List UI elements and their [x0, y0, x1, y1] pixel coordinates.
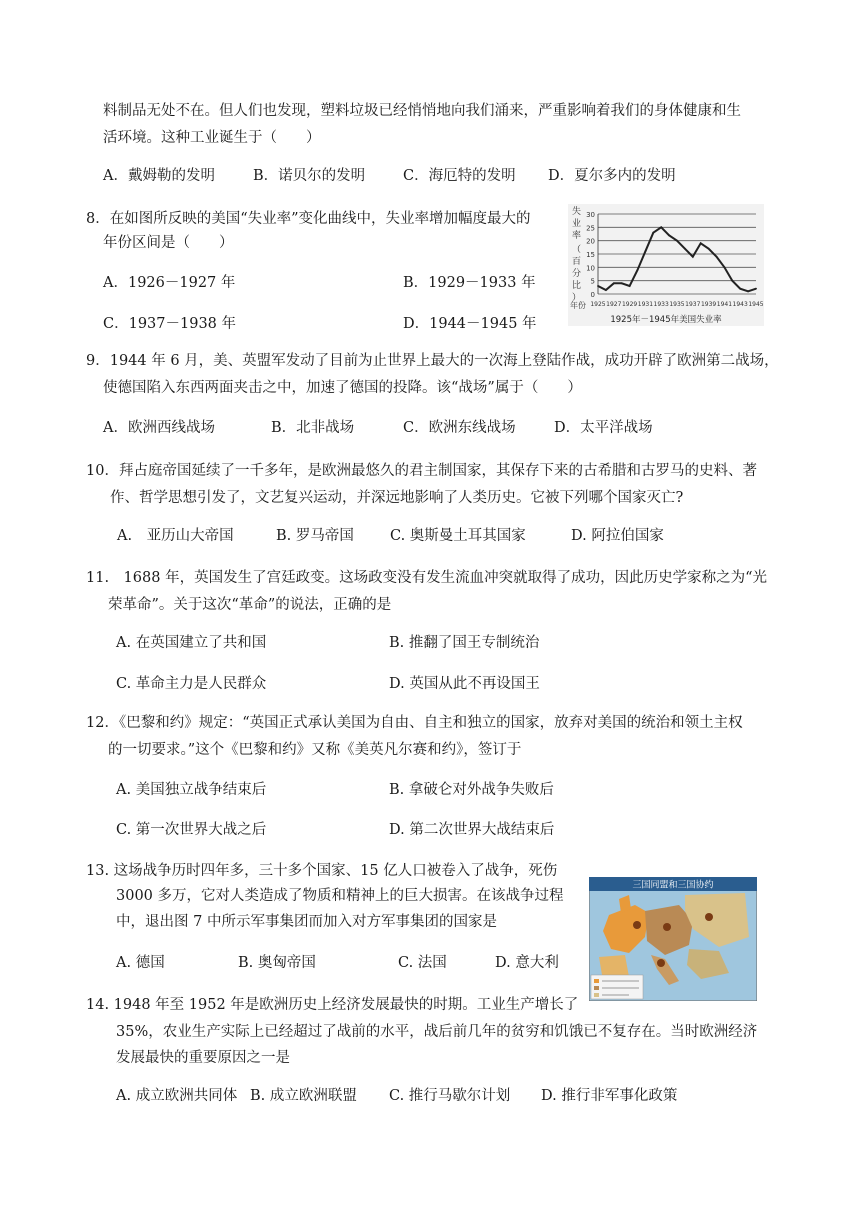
chart-ylabel-5: 百: [572, 257, 582, 267]
q14-option-d[interactable]: D. 推行非军事化政策: [541, 1088, 678, 1104]
q11-stem-line-2: 荣革命”。关于这次“革命”的说法，正确的是: [108, 597, 392, 613]
q14-option-c[interactable]: C. 推行马歇尔计划: [389, 1088, 511, 1104]
q9-option-a[interactable]: A．欧洲西线战场: [103, 420, 215, 436]
map-marker-2: [663, 923, 671, 931]
q8-stem-line-1: 8．在如图所反映的美国“失业率”变化曲线中，失业率增加幅度最大的: [86, 211, 531, 227]
q12-option-b[interactable]: B. 拿破仑对外战争失败后: [389, 782, 554, 798]
q12-option-c[interactable]: C. 第一次世界大战之后: [116, 822, 267, 838]
q8-option-a[interactable]: A．1926－1927 年: [103, 275, 236, 291]
chart-xtick-label: 1933: [653, 301, 669, 308]
q10-option-d[interactable]: D. 阿拉伯国家: [571, 528, 664, 544]
q14-stem-line-1: 14. 1948 年至 1952 年是欧洲历史上经济发展最快的时期。工业生产增长了: [86, 997, 579, 1013]
q11-option-c[interactable]: C. 革命主力是人民群众: [116, 676, 267, 692]
map-marker-3: [705, 913, 713, 921]
q12-stem-line-2: 的一切要求。”这个《巴黎和约》又称《美英凡尔赛和约》，签订于: [108, 742, 522, 758]
chart-ytick-label: 0: [590, 291, 595, 299]
chart-xtick-label: 1931: [637, 301, 654, 308]
q10-option-a[interactable]: A. 亚历山大帝国: [117, 528, 234, 544]
q11-option-d[interactable]: D. 英国从此不再设国王: [389, 676, 540, 692]
unemployment-chart: [568, 204, 764, 326]
chart-xtick-label: 1943: [732, 301, 748, 308]
chart-data-point: [668, 234, 670, 236]
q14-stem-line-3: 发展最快的重要原因之一是: [116, 1050, 290, 1066]
q8-option-c[interactable]: C．1937－1938 年: [103, 316, 237, 332]
q13-stem-line-1: 13. 这场战争历时四年多，三十多个国家、15 亿人口被卷入了战争，死伤: [86, 863, 558, 879]
chart-data-point: [739, 288, 741, 290]
chart-ytick-label: 5: [590, 277, 595, 286]
map-legend-swatch-3: [594, 993, 599, 997]
chart-xtick-label: 1935: [669, 301, 685, 308]
q11-stem-line-1: 11. 1688 年，英国发生了宫廷政变。这场政变没有发生流血冲突就取得了成功，因此历史学家称之为“光: [86, 570, 767, 586]
chart-xtick-label: 1929: [621, 301, 638, 308]
alliance-map: [589, 877, 757, 1001]
chart-xtick-label: 1941: [716, 301, 733, 308]
chart-ylabel-8: ）: [572, 293, 582, 303]
chart-data-point: [645, 250, 647, 252]
q10-option-b[interactable]: B. 罗马帝国: [276, 528, 354, 544]
map-marker-4: [657, 959, 665, 967]
q14-stem-line-2: 35%，农业生产实际上已经超过了战前的水平，战后前几年的贫穷和饥饿已不复存在。当时欧洲经济: [116, 1024, 758, 1040]
q7-option-b[interactable]: B．诺贝尔的发明: [253, 168, 366, 184]
chart-data-point: [597, 285, 599, 287]
chart-ylabel-7: 比: [572, 281, 582, 291]
chart-ytick-label: 30: [586, 211, 595, 219]
q13-option-b[interactable]: B. 奥匈帝国: [238, 955, 316, 971]
q14-option-b[interactable]: B. 成立欧洲联盟: [250, 1088, 357, 1104]
chart-xtick-label: 1927: [606, 301, 622, 308]
chart-data-point: [621, 282, 623, 284]
q7-option-d[interactable]: D．夏尔多内的发明: [548, 168, 676, 184]
q13-option-a[interactable]: A. 德国: [116, 955, 165, 971]
q10-option-c[interactable]: C. 奥斯曼土耳其国家: [390, 528, 526, 544]
chart-data-point: [700, 242, 702, 244]
chart-xtick-label: 1939: [700, 301, 717, 308]
chart-ylabel-6: 分: [572, 269, 582, 279]
q10-stem-line-1: 10．拜占庭帝国延续了一千多年，是欧洲最悠久的君主制国家，其保存下来的古希腊和古罗马的史料、著: [86, 463, 757, 479]
chart-data-point: [747, 290, 749, 292]
q7-stem-line-1: 料制品无处不在。但人们也发现，塑料垃圾已经悄悄地向我们涌来，严重影响着我们的身体健康和生: [103, 103, 741, 119]
chart-data-point: [684, 248, 686, 250]
q10-stem-line-2: 作、哲学思想引发了，文艺复兴运动，并深远地影响了人类历史。它被下列哪个国家灭亡?: [110, 490, 684, 506]
chart-ylabel-4: （: [572, 245, 582, 255]
q9-option-d[interactable]: D．太平洋战场: [554, 420, 653, 436]
map-title: 三国同盟和三国协约: [632, 880, 714, 891]
q11-option-a[interactable]: A. 在英国建立了共和国: [116, 635, 267, 651]
chart-data-point: [731, 280, 733, 282]
chart-ytick-label: 15: [586, 251, 595, 259]
q9-option-b[interactable]: B．北非战场: [271, 420, 355, 436]
chart-data-point: [629, 285, 631, 287]
q13-stem-line-2: 3000 多万，它对人类造成了物质和精神上的巨大损害。在该战争过程: [116, 888, 564, 904]
q8-option-d[interactable]: D．1944－1945 年: [403, 316, 537, 332]
q7-stem-line-2: 活环境。这种工业诞生于（ ）: [103, 130, 321, 146]
chart-xtick-label: 1925: [590, 301, 606, 308]
q12-option-d[interactable]: D. 第二次世界大战结束后: [389, 822, 555, 838]
chart-data-point: [692, 256, 694, 258]
chart-data-point: [652, 232, 654, 234]
q9-option-c[interactable]: C．欧洲东线战场: [403, 420, 516, 436]
chart-xtick-label: 1937: [685, 301, 701, 308]
chart-data-point: [716, 256, 718, 258]
chart-ylabel-1: 失: [572, 207, 582, 217]
q11-option-b[interactable]: B. 推翻了国王专制统治: [389, 635, 540, 651]
q7-option-a[interactable]: A．戴姆勒的发明: [103, 168, 215, 184]
chart-ylabel-2: 业: [572, 219, 582, 229]
chart-ytick-label: 20: [586, 237, 595, 246]
chart-data-point: [660, 226, 662, 228]
chart-data-point: [755, 288, 757, 290]
chart-ytick-label: 10: [586, 264, 595, 273]
chart-xlabel: 年份: [570, 301, 586, 310]
chart-xtick-label: 1945: [748, 301, 764, 308]
q9-stem-line-2: 使德国陷入东西两面夹击之中，加速了德国的投降。该“战场”属于（ ）: [103, 380, 582, 396]
chart-ytick-label: 25: [586, 224, 595, 233]
chart-data-point: [613, 282, 615, 284]
chart-data-point: [724, 266, 726, 268]
chart-caption: 1925年－1945年美国失业率: [610, 315, 722, 325]
chart-data-point: [605, 289, 607, 291]
q12-stem-line-1: 12．《巴黎和约》规定：“英国正式承认美国为自由、自主和独立的国家，放弃对美国的统治和领土主权: [86, 715, 743, 731]
map-legend-swatch-1: [594, 979, 599, 983]
q13-option-c[interactable]: C. 法国: [398, 955, 447, 971]
chart-data-point: [708, 248, 710, 250]
q13-stem-line-3: 中，退出图 7 中所示军事集团而加入对方军事集团的国家是: [116, 914, 497, 930]
chart-data-point: [637, 269, 639, 271]
q9-stem-line-1: 9．1944 年 6 月，美、英盟军发动了目前为止世界上最大的一次海上登陆作战，成功开辟了欧洲第二战场，: [86, 353, 779, 369]
chart-data-point: [676, 240, 678, 242]
q12-option-a[interactable]: A. 美国独立战争结束后: [116, 782, 267, 798]
chart-ylabel-3: 率: [572, 231, 582, 241]
q14-option-a[interactable]: A. 成立欧洲共同体: [116, 1088, 238, 1104]
map-marker-1: [633, 921, 641, 929]
q8-stem-line-2: 年份区间是（ ）: [103, 235, 234, 251]
map-legend-swatch-2: [594, 986, 599, 990]
q7-option-c[interactable]: C．海厄特的发明: [403, 168, 516, 184]
q8-option-b[interactable]: B．1929－1933 年: [403, 275, 536, 291]
q13-option-d[interactable]: D. 意大利: [495, 955, 559, 971]
